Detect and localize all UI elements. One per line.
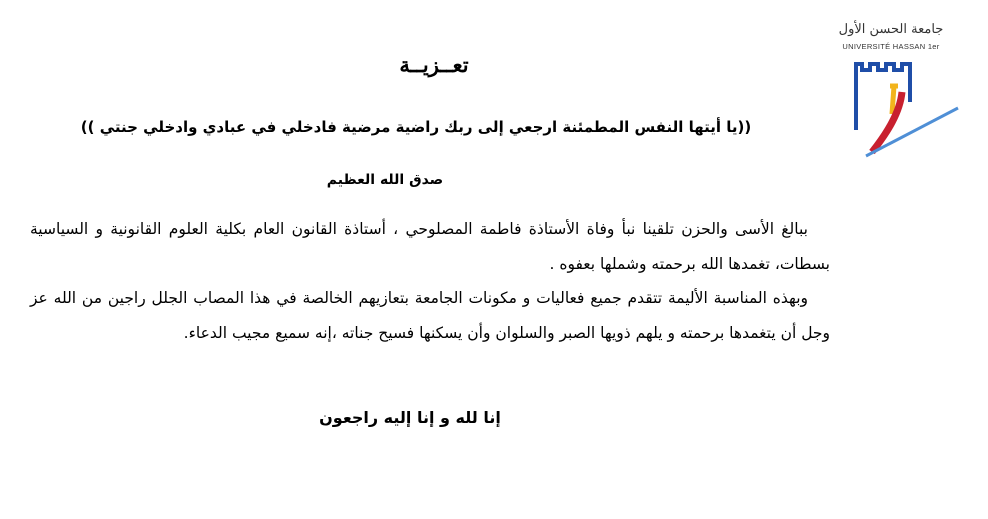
closing-phrase: إنا لله و إنا إليه راجعون <box>319 408 501 427</box>
university-logo <box>832 14 962 159</box>
logo-red-stroke <box>872 92 902 152</box>
logo-french-name: UNIVERSITÉ HASSAN 1er <box>842 42 940 51</box>
condolence-body <box>30 212 830 350</box>
quranic-verse: ((يا أيتها النفس المطمئنة ارجعي إلى ربك راضية مرضية فادخلي في عبادي وادخلي جنتي )) <box>80 118 752 136</box>
condolence-paragraph-2: وبهذه المناسبة الأليمة تتقدم جميع فعاليات و مكونات الجامعة بتعازيهم الخالصة في هذا المصاب الجلل راجين من الله عز وجل أن يتغمدها برحمته و يلهم ذويها الصبر والسلوان وأن يسكنها فسيح جناته ،إنه سميع مجيب الدعاء. <box>30 289 830 342</box>
logo-arabic-name: جامعة الحسن الأول <box>838 22 944 37</box>
verse-attribution: صدق الله العظيم <box>326 172 444 188</box>
university-emblem-icon <box>832 52 962 162</box>
condolence-paragraph-1: ببالغ الأسى والحزن تلقينا نبأ وفاة الأستاذة فاطمة المصلوحي ، أستاذة القانون العام بكلية العلوم القانونية و السياسية بسطات، تغمدها الله برحمته وشملها بعفوه . <box>30 220 830 273</box>
page-title: تعــزيــة <box>399 52 469 77</box>
logo-blue-band <box>866 108 958 156</box>
